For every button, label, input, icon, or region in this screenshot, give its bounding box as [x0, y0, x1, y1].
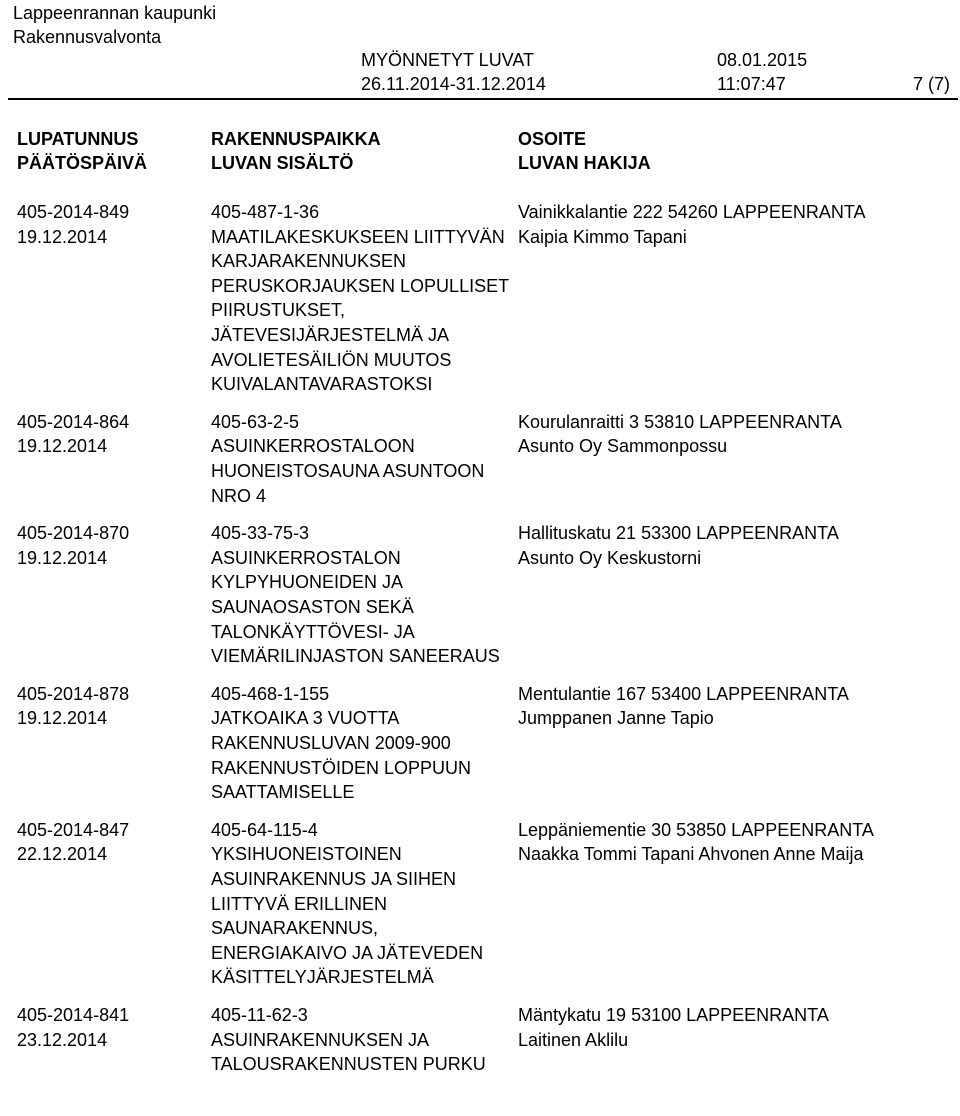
permit-content-line: ASUINKERROSTALOON [211, 436, 415, 457]
permit-id-cell [17, 200, 129, 249]
permit-entry [0, 682, 960, 805]
permit-entry [0, 1003, 960, 1077]
permit-entry [0, 818, 960, 990]
permit-content-line: TALONKÄYTTÖVESI- JA [211, 621, 415, 642]
permit-content-line: HUONEISTOSAUNA ASUNTOON [211, 460, 485, 481]
permit-content-line: MAATILAKESKUKSEEN LIITTYVÄN [211, 226, 505, 247]
page-number: 7 (7) [913, 74, 951, 94]
address: Vainikkalantie 222 54260 LAPPEENRANTA [518, 202, 866, 222]
permit-content-line: KUIVALANTAVARASTOKSI [211, 374, 433, 395]
address: Leppäniementie 30 53850 LAPPEENRANTA [518, 819, 874, 840]
decision-date: 23.12.2014 [17, 1029, 108, 1050]
permit-content-line: KÄSITTELYJÄRJESTELMÄ [211, 967, 434, 988]
permit-id: 405-2014-841 [17, 1004, 130, 1025]
address-applicant-cell [518, 521, 839, 570]
permit-content-line: PERUSKORJAUKSEN LOPULLISET [211, 275, 510, 296]
applicant: Jumppanen Janne Tapio [518, 708, 714, 729]
site-content-cell [211, 1003, 486, 1077]
decision-date: 19.12.2014 [17, 708, 108, 729]
column-header-address [518, 127, 651, 175]
header-divider [8, 98, 958, 100]
org-name: Lappeenrannan kaupunki [13, 3, 217, 23]
permit-content-line: SAUNARAKENNUS, [211, 918, 379, 939]
permit-content-line: SAUNAOSASTON SEKÄ [211, 596, 414, 617]
report-org-block [13, 1, 216, 49]
column-header-site [211, 127, 381, 175]
address-applicant-cell [518, 818, 874, 867]
decision-date: 19.12.2014 [17, 436, 108, 457]
permit-list [0, 200, 960, 1090]
address-applicant-cell [518, 682, 849, 731]
column-header-permit [17, 127, 147, 175]
building-site-id: 405-487-1-36 [211, 202, 320, 222]
address: Kourulanraitti 3 53810 LAPPEENRANTA [518, 411, 842, 432]
permit-id: 405-2014-864 [17, 411, 130, 432]
building-site-id: 405-33-75-3 [211, 523, 310, 544]
column-header-address-label: OSOITE [518, 129, 587, 149]
building-site-id: 405-64-115-4 [211, 819, 318, 840]
permit-id: 405-2014-849 [17, 202, 130, 222]
permit-content-line: ASUINRAKENNUKSEN JA [211, 1029, 430, 1050]
permit-id-cell [17, 682, 129, 731]
site-content-cell [211, 818, 483, 990]
site-content-cell [211, 410, 484, 508]
permit-content-line: JÄTEVESIJÄRJESTELMÄ JA [211, 324, 450, 345]
permit-id: 405-2014-870 [17, 523, 130, 544]
permit-content-line: NRO 4 [211, 485, 267, 506]
permit-entry [0, 410, 960, 508]
permit-content-line: SAATTAMISELLE [211, 782, 355, 803]
building-site-id: 405-63-2-5 [211, 411, 300, 432]
address: Hallituskatu 21 53300 LAPPEENRANTA [518, 523, 839, 544]
column-header-decision-date: PÄÄTÖSPÄIVÄ [17, 153, 148, 173]
report-period: 26.11.2014-31.12.2014 [361, 74, 546, 94]
permit-content-line: AVOLIETESÄILIÖN MUUTOS [211, 349, 452, 370]
address-applicant-cell [518, 200, 866, 249]
applicant: Asunto Oy Keskustorni [518, 547, 702, 568]
permit-content-line: RAKENNUSTÖIDEN LOPPUUN [211, 757, 472, 778]
permit-id-cell [17, 818, 129, 867]
permit-content-line: TALOUSRAKENNUSTEN PURKU [211, 1054, 486, 1075]
permit-entry [0, 200, 960, 397]
permit-content-line: ASUINKERROSTALON [211, 547, 401, 568]
applicant: Naakka Tommi Tapani Ahvonen Anne Maija [518, 844, 864, 865]
department-name: Rakennusvalvonta [13, 27, 162, 47]
column-header-building-site: RAKENNUSPAIKKA [211, 129, 381, 149]
building-site-id: 405-11-62-3 [211, 1004, 308, 1025]
address-applicant-cell [518, 410, 842, 459]
permit-content-line: JATKOAIKA 3 VUOTTA [211, 708, 400, 729]
permit-content-line: ASUINRAKENNUS JA SIIHEN [211, 868, 457, 889]
permit-content-line: ENERGIAKAIVO JA JÄTEVEDEN [211, 942, 484, 963]
permit-entry [0, 521, 960, 669]
applicant: Asunto Oy Sammonpossu [518, 436, 728, 457]
report-title: MYÖNNETYT LUVAT [361, 50, 535, 70]
permit-content-line: YKSIHUONEISTOINEN [211, 844, 402, 865]
column-header-applicant: LUVAN HAKIJA [518, 153, 651, 173]
address-applicant-cell [518, 1003, 829, 1052]
applicant: Kaipia Kimmo Tapani [518, 226, 687, 247]
report-title-block [361, 48, 546, 96]
site-content-cell [211, 682, 471, 805]
permit-id-cell [17, 410, 129, 459]
column-header-permit-content: LUVAN SISÄLTÖ [211, 153, 354, 173]
permit-id: 405-2014-878 [17, 683, 130, 704]
decision-date: 19.12.2014 [17, 547, 108, 568]
permit-content-line: RAKENNUSLUVAN 2009-900 [211, 732, 451, 753]
permit-content-line: KYLPYHUONEIDEN JA [211, 572, 404, 593]
permit-content-line: KARJARAKENNUKSEN [211, 251, 407, 272]
permit-id-cell [17, 1003, 129, 1052]
column-header-permit-id: LUPATUNNUS [17, 129, 139, 149]
permit-content-line: PIIRUSTUKSET, [211, 300, 346, 321]
report-datetime-block [717, 48, 807, 96]
permit-content-line: LIITTYVÄ ERILLINEN [211, 893, 388, 914]
report-time: 11:07:47 [717, 74, 786, 94]
report-date: 08.01.2015 [717, 50, 808, 70]
permit-content-line: VIEMÄRILINJASTON SANEERAUS [211, 646, 500, 667]
decision-date: 19.12.2014 [17, 226, 108, 247]
permit-id-cell [17, 521, 129, 570]
decision-date: 22.12.2014 [17, 844, 108, 865]
permit-id: 405-2014-847 [17, 819, 130, 840]
site-content-cell [211, 521, 500, 669]
building-site-id: 405-468-1-155 [211, 683, 330, 704]
applicant: Laitinen Aklilu [518, 1029, 629, 1050]
address: Mäntykatu 19 53100 LAPPEENRANTA [518, 1004, 829, 1025]
site-content-cell [211, 200, 509, 397]
address: Mentulantie 167 53400 LAPPEENRANTA [518, 683, 849, 704]
